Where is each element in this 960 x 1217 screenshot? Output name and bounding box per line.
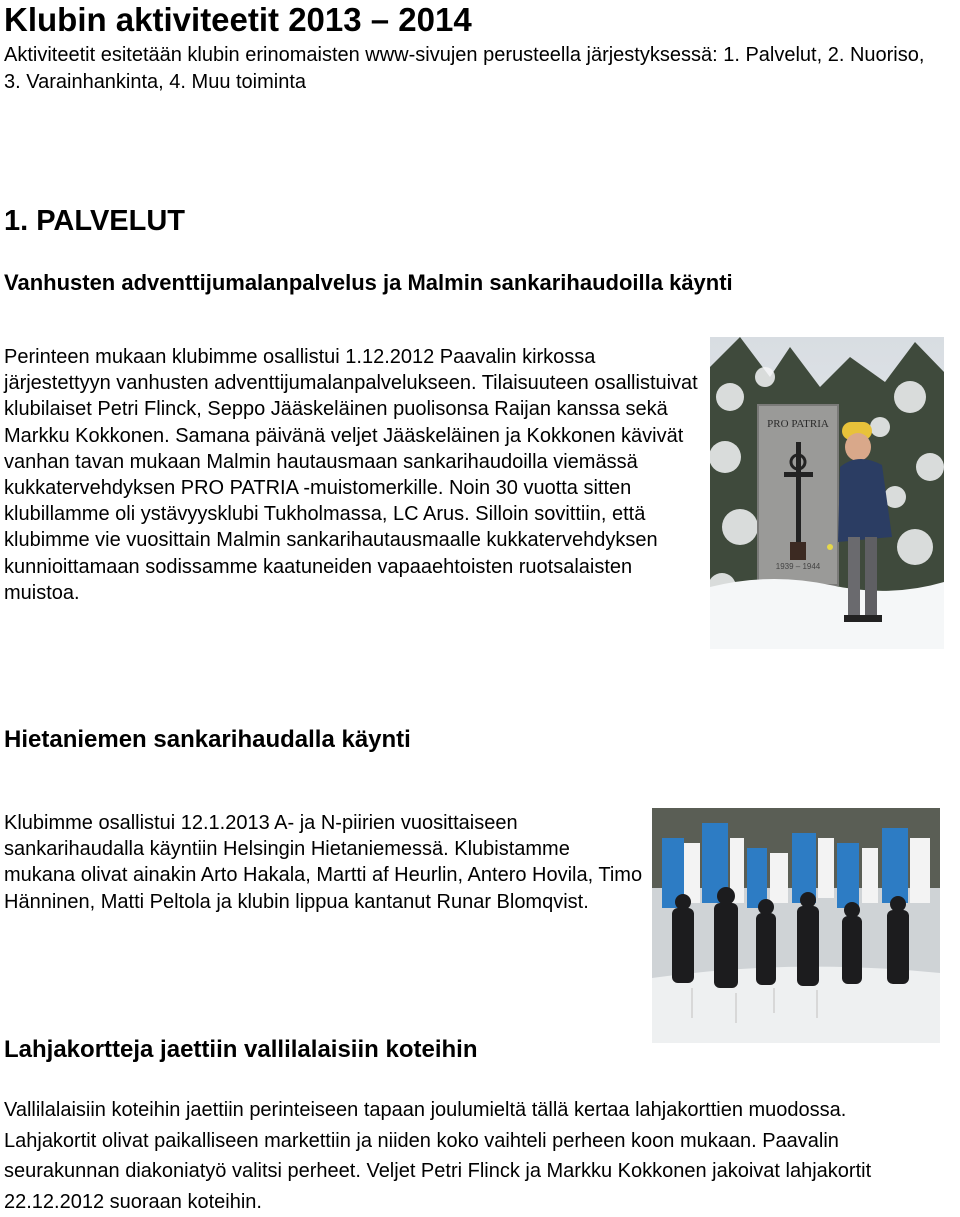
page-title: Klubin aktiviteetit 2013 – 2014 (4, 1, 472, 38)
photo-pro-patria-memorial (710, 337, 944, 649)
photo-flag-bearers-hietaniemi (652, 808, 940, 1043)
paragraph-hietaniemi: Klubimme osallistui 12.1.2013 A- ja N-piirien vuosittaiseen sankarihaudalla käyntiin Helsingin Hietaniemessä. Klubistamme mukana olivat ainakin Arto Hakala, Martti af Heurlin, Antero Hovila, Timo Hänninen, Matti Peltola ja klubin lippua kantanut Runar Blomqvist. (4, 812, 643, 913)
section-heading-lahjakortit: Lahjakortteja jaettiin vallilalaisiin koteihin (4, 1036, 478, 1063)
paragraph-advent-service: Perinteen mukaan klubimme osallistui 1.12.2012 Paavalin kirkossa järjestettyyn vanhusten adventtijumalanpalvelukseen. Tilaisuuteen osallistuivat klubilaiset Petri Flinck, Seppo Jääskeläinen puolisonsa Raijan kanssa sekä Markku Kokkonen. Samana päivänä veljet Jääskeläinen ja Kokkonen kävivät vanhan tavan mukaan Malmin hautausmaan sankarihaudoilla viemässä kukkatervehdyksen PRO PATRIA -muistomerkille. Noin 30 vuotta sitten klubillamme oli ystävyysklubi Tukholmassa, LC Arus. Silloin sovittiin, että klubimme vie vuosittain Malmin sankarihautausmaalle kukkatervehdyksen kunnioittamaan sodissamme kaatuneiden vapaaehtoisten ruotsalaisten muistoa. (4, 346, 698, 604)
intro-text: Aktiviteetit esitetään klubin erinomaisten www-sivujen perusteella järjestyksessä: 1. Palvelut, 2. Nuoriso, 3. Varainhankinta, 4. Muu toiminta (4, 44, 925, 93)
memorial-years: 1939 – 1944 (775, 562, 821, 571)
paragraph-lahjakortit: Vallilalaisiin koteihin jaettiin perinteiseen tapaan joulumieltä tällä kertaa lahjakorttien muodossa. Lahjakortit olivat paikalliseen markettiin ja niiden koko vaihteli perheen koon mukaan. Paavalin seurakunnan diakoniatyö valitsi perheet. Veljet Petri Flinck ja Markku Kokkonen jakoivat lahjakortit 22.12.2012 suoraan koteihin. (4, 1099, 872, 1213)
memorial-inscription: PRO PATRIA (767, 418, 829, 430)
section-heading-hietaniemi: Hietaniemen sankarihaudalla käynti (4, 726, 411, 753)
subheading-advent-service: Vanhusten adventtijumalanpalvelus ja Malmin sankarihaudoilla käynti (4, 270, 733, 295)
section-heading-palvelut: 1. PALVELUT (4, 205, 185, 237)
